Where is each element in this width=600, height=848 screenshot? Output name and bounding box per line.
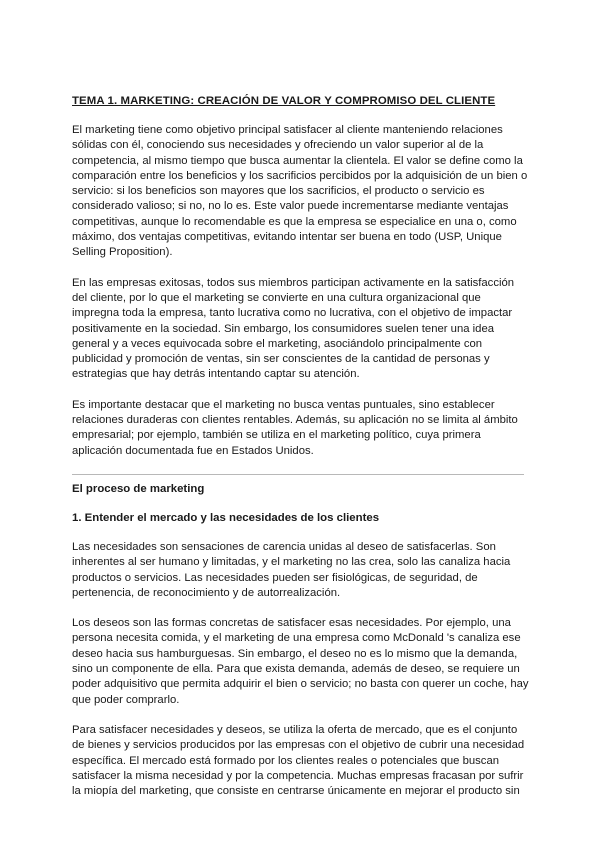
subsection-heading: 1. Entender el mercado y las necesidades de los clientes (72, 511, 380, 524)
intro-paragraph: El marketing tiene como objetivo principal satisfacer al cliente manteniendo relaciones sólidas con él, conociendo sus necesidades y ofreciendo un valor superior al de la competencia, al mismo tiempo que busca aumentar la clientela. El valor se define como la comparación entre los beneficios y los sacrificios percibidos por la adquisición de un bien o servicio: si los beneficios son mayores que los sacrificios, el producto o servicio es considerado valioso; si no, no lo es. Este valor puede incrementarse mediante ventajas competitivas, aunque lo recomendable es que la empresa se especialice en una o, como máximo, dos ventajas competitivas, evitando intentar ser buena en todo (USP, Unique Selling Proposition). (72, 124, 528, 259)
section-heading: El proceso de marketing (72, 482, 205, 495)
document-title: TEMA 1. MARKETING: CREACIÓN DE VALOR Y COMPROMISO DEL CLIENTE (72, 95, 496, 107)
section-paragraph: Los deseos son las formas concretas de satisfacer esas necesidades. Por ejemplo, una persona necesita comida, y el marketing de una empresa como McDonald 's canaliza ese deseo hacia sus hamburguesas. Sin embargo, el deseo no es lo mismo que la demanda, sino un componente de ella. Para que exista demanda, además de deseo, se requiere un poder adquisitivo que permita adquirir el bien o servicio; no basta con querer un coche, hay que poder comprarlo. (72, 617, 529, 706)
section-paragraph: Las necesidades son sensaciones de carencia unidas al deseo de satisfacerlas. Son inherentes al ser humano y limitadas, y el marketing no las crea, solo las canaliza hacia productos o servicios. Las necesidades pueden ser fisiológicas, de seguridad, de pertenencia, de reconocimiento y de autorrealización. (72, 540, 511, 599)
intro-paragraph: Es importante destacar que el marketing no busca ventas puntuales, sino establecer relaciones duraderas con clientes rentables. Además, su aplicación no se limita al ámbito empresarial; por ejemplo, también se utiliza en el marketing político, cuya primera aplicación documentada fue en Estados Unidos. (72, 398, 518, 457)
intro-paragraph: En las empresas exitosas, todos sus miembros participan activamente en la satisfacción del cliente, por lo que el marketing se convierte en una cultura organizacional que impregna toda la empresa, tanto lucrativa como no lucrativa, con el objetivo de impactar positivamente en la sociedad. Sin embargo, los consumidores suelen tener una idea general y a veces equivocada sobre el marketing, asociándolo principalmente con publicidad y promoción de ventas, sin ser conscientes de la cantidad de personas y estrategias que hay detrás intentando captar su atención. (72, 276, 515, 381)
section-paragraph: Para satisfacer necesidades y deseos, se utiliza la oferta de mercado, que es el conjunto de bienes y servicios producidos por las empresas con el objetivo de cubrir una necesidad específica. El mercado está formado por los clientes reales o potenciales que buscan satisfacer la misma necesidad y por la competencia. Muchas empresas fracasan por sufrir la miopía del marketing, que consiste en centrarse únicamente en mejorar el producto sin (72, 723, 525, 798)
section-divider (72, 474, 524, 475)
